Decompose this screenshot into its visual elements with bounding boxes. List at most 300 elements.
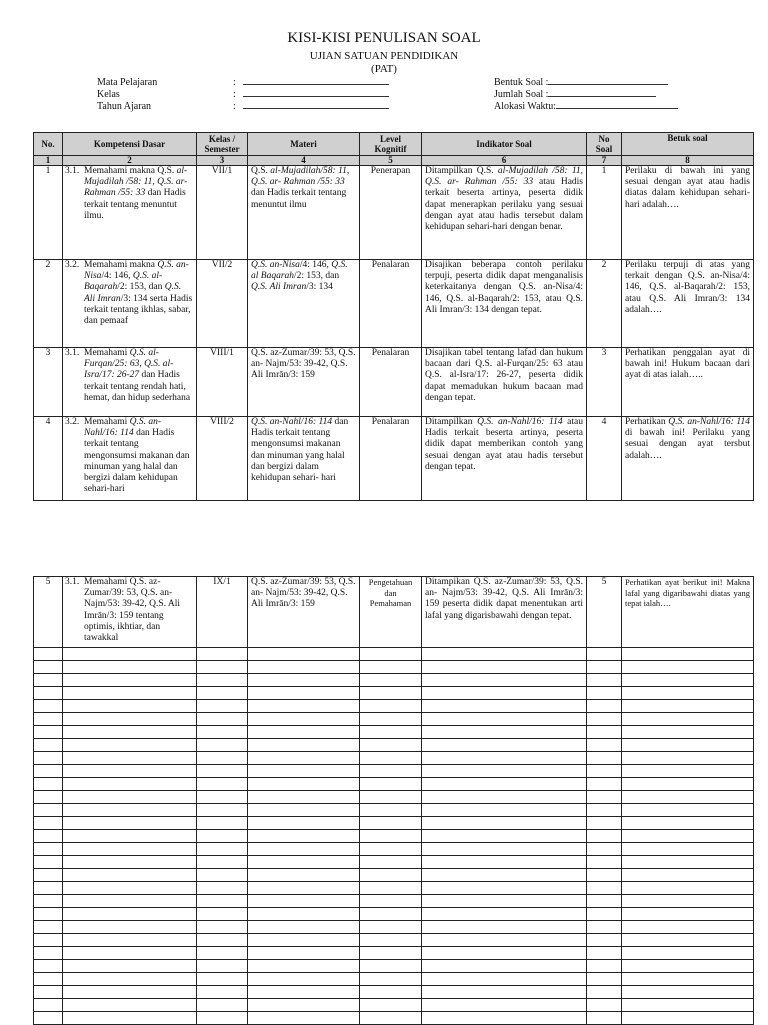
empty-cell (587, 908, 622, 921)
column-number: 1 (34, 156, 63, 166)
table-header-row (34, 133, 754, 156)
header-level-kognitif: Level Kognitif (360, 133, 422, 156)
empty-cell (248, 856, 360, 869)
empty-cell (248, 882, 360, 895)
empty-cell (34, 986, 63, 999)
empty-cell (622, 778, 754, 791)
empty-cell (248, 986, 360, 999)
empty-cell (248, 713, 360, 726)
empty-cell (248, 1012, 360, 1025)
empty-cell (422, 869, 587, 882)
empty-table-row (34, 687, 754, 700)
empty-cell (422, 895, 587, 908)
empty-cell (587, 804, 622, 817)
row-no-soal: 1 (587, 166, 622, 260)
empty-cell (360, 921, 422, 934)
meta-alokasi-waktu (494, 99, 678, 111)
row-no: 1 (34, 166, 63, 260)
empty-cell (63, 648, 197, 661)
empty-cell (622, 895, 754, 908)
kd-text: Memahami Q.S. an-Nahl/16: 114 dan Hadis terkait tentang mengonsumsi makanan dan minuman yang halal dan bergizi dalam kehidupan sehari-hari (84, 417, 190, 495)
empty-cell (422, 960, 587, 973)
empty-cell (422, 791, 587, 804)
empty-table-row (34, 869, 754, 882)
empty-cell (63, 700, 197, 713)
empty-cell (63, 908, 197, 921)
empty-cell (34, 843, 63, 856)
empty-cell (360, 765, 422, 778)
empty-cell (422, 999, 587, 1012)
empty-cell (197, 921, 248, 934)
column-number: 5 (360, 156, 422, 166)
empty-cell (587, 973, 622, 986)
meta-label: Jumlah Soal : (494, 89, 549, 100)
empty-cell (63, 934, 197, 947)
empty-cell (622, 999, 754, 1012)
empty-cell (622, 986, 754, 999)
kd-number: 3.2. (65, 260, 80, 270)
empty-cell (34, 947, 63, 960)
empty-cell (248, 960, 360, 973)
header-no-soal: No Soal (587, 133, 622, 156)
empty-cell (422, 843, 587, 856)
empty-cell (63, 1012, 197, 1025)
empty-cell (360, 778, 422, 791)
empty-cell (587, 700, 622, 713)
empty-cell (587, 778, 622, 791)
empty-cell (34, 687, 63, 700)
empty-cell (587, 986, 622, 999)
meta-tahun-ajaran (97, 99, 389, 111)
kd-number: 3.1. (65, 577, 80, 587)
empty-cell (422, 882, 587, 895)
empty-cell (422, 921, 587, 934)
empty-cell (422, 739, 587, 752)
row-kelas-semester: IX/1 (197, 577, 248, 648)
kd-text: Memahami makna Q.S. al-Mujadilah /58: 11, Q.S. ar-Rahman /55: 33 dan Hadis terkait tentang menuntut ilmu. (84, 166, 188, 221)
empty-cell (34, 791, 63, 804)
empty-cell (587, 661, 622, 674)
empty-cell (63, 986, 197, 999)
empty-cell (34, 999, 63, 1012)
empty-cell (248, 999, 360, 1012)
empty-cell (587, 726, 622, 739)
header-indikator-soal: Indikator Soal (422, 133, 587, 156)
empty-cell (360, 752, 422, 765)
header-betuk-soal: Betuk soal (622, 133, 754, 156)
empty-cell (587, 648, 622, 661)
empty-table-row (34, 791, 754, 804)
empty-cell (422, 778, 587, 791)
row-materi: Q.S. az-Zumar/39: 53, Q.S. an- Najm/53: 39-42, Q.S. Ali Imrān/3: 159 (248, 348, 360, 417)
empty-cell (360, 856, 422, 869)
empty-cell (587, 739, 622, 752)
empty-cell (34, 648, 63, 661)
header-kompetensi-dasar: Kompetensi Dasar (63, 133, 197, 156)
empty-cell (360, 804, 422, 817)
empty-cell (622, 739, 754, 752)
empty-table-row (34, 739, 754, 752)
empty-cell (197, 856, 248, 869)
empty-cell (248, 700, 360, 713)
meta-left (97, 75, 389, 111)
meta-label: Alokasi Waktu: (494, 101, 557, 112)
empty-cell (248, 661, 360, 674)
row-kelas-semester: VIII/1 (197, 348, 248, 417)
table-row (34, 348, 754, 417)
empty-cell (587, 921, 622, 934)
row-indikator-soal: Ditampikan Q.S. az-Zumar/39: 53, Q.S. an- Najm/53: 39-42, Q.S. Ali Imrān/3: 159 peserta didik dapat menentukan arti lafal yang digarisbawahi dengan tepat. (422, 577, 587, 648)
empty-cell (197, 908, 248, 921)
empty-cell (63, 843, 197, 856)
meta-blank-line (548, 87, 656, 97)
empty-cell (360, 973, 422, 986)
column-number: 3 (197, 156, 248, 166)
empty-cell (34, 778, 63, 791)
empty-cell (422, 700, 587, 713)
header-materi: Materi (248, 133, 360, 156)
empty-cell (360, 1012, 422, 1025)
empty-cell (622, 921, 754, 934)
empty-cell (360, 947, 422, 960)
table-row (34, 166, 754, 260)
empty-cell (622, 726, 754, 739)
empty-cell (587, 830, 622, 843)
empty-cell (422, 765, 587, 778)
meta-blank-line (548, 75, 668, 85)
empty-cell (622, 791, 754, 804)
empty-cell (63, 830, 197, 843)
empty-cell (587, 934, 622, 947)
empty-cell (422, 986, 587, 999)
empty-cell (63, 856, 197, 869)
row-indikator-soal: Ditampilkan Q.S. al-Mujadilah /58: 11, Q.S. ar- Rahman /55: 33 atau Hadis terkait beserta artinya, peserta didik dapat menerapkan perilaku yang sesuai dengan ayat atau hadis tersebut dalam kehidupan sehari-hari dengan benar. (422, 166, 587, 260)
meta-colon: : (233, 101, 236, 112)
empty-cell (622, 713, 754, 726)
empty-cell (197, 882, 248, 895)
empty-cell (248, 804, 360, 817)
kisi-kisi-table (33, 132, 754, 501)
row-no-soal: 3 (587, 348, 622, 417)
document-subtitle: UJIAN SATUAN PENDIDIKAN (309, 50, 459, 62)
empty-cell (248, 921, 360, 934)
empty-cell (360, 713, 422, 726)
empty-table-row (34, 856, 754, 869)
empty-cell (34, 856, 63, 869)
empty-cell (622, 934, 754, 947)
empty-cell (422, 752, 587, 765)
empty-cell (587, 895, 622, 908)
row-bentuk-soal: Perhatikan penggalan ayat di bawah ini! Hukum bacaan dari ayat di atas ialah….. (622, 348, 754, 417)
row-no-soal: 4 (587, 417, 622, 501)
empty-cell (422, 648, 587, 661)
empty-cell (360, 934, 422, 947)
empty-table-row (34, 752, 754, 765)
empty-cell (34, 765, 63, 778)
empty-cell (34, 700, 63, 713)
empty-cell (197, 895, 248, 908)
meta-kelas (97, 87, 389, 99)
empty-cell (360, 960, 422, 973)
empty-cell (360, 986, 422, 999)
empty-cell (34, 674, 63, 687)
row-indikator-soal: Disajikan beberapa contoh perilaku terpuji, peserta didik dapat menganalisis keterkaitanya dengan Q.S. an-Nisa/4: 146, Q.S. al-Baqarah/2: 153, atau Q.S. Ali Imran/3: 134 dengan tepat. (422, 260, 587, 348)
empty-cell (622, 947, 754, 960)
empty-cell (422, 830, 587, 843)
empty-cell (197, 791, 248, 804)
empty-cell (248, 817, 360, 830)
empty-cell (422, 1012, 587, 1025)
row-kelas-semester: VII/2 (197, 260, 248, 348)
row-kelas-semester: VIII/2 (197, 417, 248, 501)
empty-cell (197, 1012, 248, 1025)
empty-cell (587, 674, 622, 687)
empty-table-row (34, 882, 754, 895)
meta-blank-line (243, 99, 389, 109)
empty-cell (197, 960, 248, 973)
kd-number: 3.1. (65, 348, 80, 358)
empty-cell (63, 921, 197, 934)
meta-bentuk-soal (494, 75, 678, 87)
row-materi: Q.S. an-Nahl/16: 114 dan Hadis terkait tentang mengonsumsi makanan dan minuman yang halal dan bergizi dalam kehidupan sehari- hari (248, 417, 360, 501)
empty-cell (197, 999, 248, 1012)
table-row (34, 417, 754, 501)
meta-label: Mata Pelajaran (97, 77, 158, 88)
empty-cell (622, 869, 754, 882)
empty-cell (34, 804, 63, 817)
empty-cell (34, 882, 63, 895)
row-kompetensi-dasar (63, 417, 197, 501)
empty-cell (622, 765, 754, 778)
empty-cell (63, 791, 197, 804)
row-level-kognitif: Pengetahuan dan Pemahaman (360, 577, 422, 648)
empty-cell (587, 869, 622, 882)
column-number: 7 (587, 156, 622, 166)
empty-cell (248, 687, 360, 700)
empty-cell (622, 973, 754, 986)
row-no: 2 (34, 260, 63, 348)
empty-cell (360, 882, 422, 895)
row-no-soal: 2 (587, 260, 622, 348)
empty-cell (622, 661, 754, 674)
empty-cell (360, 908, 422, 921)
row-kompetensi-dasar (63, 348, 197, 417)
empty-cell (248, 843, 360, 856)
header-no: No. (34, 133, 63, 156)
empty-cell (422, 934, 587, 947)
meta-blank-line (556, 99, 678, 109)
empty-cell (622, 1012, 754, 1025)
empty-cell (587, 882, 622, 895)
empty-cell (197, 947, 248, 960)
empty-cell (587, 752, 622, 765)
empty-cell (197, 973, 248, 986)
empty-cell (422, 856, 587, 869)
kd-number: 3.2. (65, 417, 80, 427)
empty-cell (248, 947, 360, 960)
meta-right (494, 75, 678, 111)
empty-table-row (34, 674, 754, 687)
empty-cell (197, 817, 248, 830)
empty-cell (360, 999, 422, 1012)
empty-cell (197, 674, 248, 687)
row-materi: Q.S. al-Mujadilah/58: 11, Q.S. ar- Rahman /55: 33 dan Hadis terkait tentang menuntut ilmu (248, 166, 360, 260)
empty-cell (248, 648, 360, 661)
row-no: 3 (34, 348, 63, 417)
empty-cell (360, 648, 422, 661)
empty-cell (248, 674, 360, 687)
row-kompetensi-dasar (63, 166, 197, 260)
empty-cell (63, 674, 197, 687)
empty-table-row (34, 947, 754, 960)
row-bentuk-soal: Perhatikan Q.S. an-Nahl/16: 114 di bawah ini! Perilaku yang sesuai dengan ayat tersbut adalah…. (622, 417, 754, 501)
meta-blank-line (243, 75, 389, 85)
empty-cell (248, 869, 360, 882)
empty-table-row (34, 934, 754, 947)
empty-cell (622, 856, 754, 869)
empty-cell (63, 817, 197, 830)
empty-cell (197, 739, 248, 752)
empty-cell (248, 726, 360, 739)
row-bentuk-soal: Perilaku terpuji di atas yang terkait dengan Q.S. an-Nisa/4: 146, Q.S. al-Baqarah/2: 153, atau Q.S. Ali Imran/3: 134 adalah…. (622, 260, 754, 348)
kd-text: Memahami Q.S. az-Zumar/39: 53, Q.S. an-Najm/53: 39-42, Q.S. Ali Imrān/3: 159 tentang optimis, ikhtiar, dan tawakkal (84, 577, 181, 644)
meta-colon: : (233, 89, 236, 100)
empty-cell (248, 765, 360, 778)
empty-table-row (34, 713, 754, 726)
empty-cell (622, 752, 754, 765)
empty-cell (63, 895, 197, 908)
empty-cell (197, 830, 248, 843)
empty-cell (197, 726, 248, 739)
meta-colon: : (233, 77, 236, 88)
empty-cell (622, 960, 754, 973)
meta-label: Tahun Ajaran (97, 101, 152, 112)
empty-cell (197, 804, 248, 817)
empty-table-row (34, 908, 754, 921)
empty-table-row (34, 817, 754, 830)
empty-table-row (34, 973, 754, 986)
empty-cell (622, 882, 754, 895)
empty-cell (360, 739, 422, 752)
empty-table-row (34, 986, 754, 999)
empty-cell (622, 830, 754, 843)
empty-cell (63, 947, 197, 960)
empty-cell (63, 739, 197, 752)
empty-cell (197, 687, 248, 700)
empty-cell (34, 752, 63, 765)
empty-cell (63, 804, 197, 817)
empty-cell (587, 765, 622, 778)
empty-cell (197, 778, 248, 791)
empty-cell (622, 648, 754, 661)
empty-table-row (34, 921, 754, 934)
row-level-kognitif: Penerapan (360, 166, 422, 260)
empty-cell (248, 791, 360, 804)
row-bentuk-soal: Perilaku di bawah ini yang sesuai dengan ayat atau hadis diatas dalam kehidupan sehari-hari adalah…. (622, 166, 754, 260)
meta-jumlah-soal (494, 87, 678, 99)
empty-cell (360, 687, 422, 700)
empty-cell (63, 869, 197, 882)
empty-cell (587, 817, 622, 830)
empty-table-row (34, 843, 754, 856)
empty-cell (248, 973, 360, 986)
empty-cell (34, 1012, 63, 1025)
empty-cell (360, 830, 422, 843)
empty-table-row (34, 1012, 754, 1025)
empty-cell (63, 661, 197, 674)
empty-table-row (34, 726, 754, 739)
row-materi: Q.S. az-Zumar/39: 53, Q.S. an- Najm/53: 39-42, Q.S. Ali Imrān/3: 159 (248, 577, 360, 648)
empty-cell (422, 687, 587, 700)
empty-cell (622, 700, 754, 713)
empty-cell (63, 752, 197, 765)
empty-cell (63, 778, 197, 791)
empty-cell (587, 687, 622, 700)
empty-cell (360, 895, 422, 908)
empty-cell (587, 999, 622, 1012)
empty-cell (248, 908, 360, 921)
empty-table-row (34, 804, 754, 817)
empty-table-row (34, 960, 754, 973)
document-title: KISI-KISI PENULISAN SOAL (287, 30, 481, 46)
empty-cell (622, 687, 754, 700)
empty-cell (63, 973, 197, 986)
empty-cell (622, 804, 754, 817)
empty-cell (34, 661, 63, 674)
kd-text: Memahami Q.S. al-Furqan/25: 63, Q.S. al-Isra/17: 26-27 dan Hadis terkait tentang rendah hati, hemat, dan hidup sederhana (84, 348, 191, 403)
empty-cell (63, 726, 197, 739)
empty-cell (197, 986, 248, 999)
empty-cell (422, 804, 587, 817)
empty-cell (197, 648, 248, 661)
empty-cell (360, 661, 422, 674)
empty-cell (360, 700, 422, 713)
empty-cell (422, 661, 587, 674)
empty-cell (34, 869, 63, 882)
empty-cell (63, 765, 197, 778)
empty-cell (422, 908, 587, 921)
empty-table-row (34, 648, 754, 661)
column-number: 6 (422, 156, 587, 166)
kd-number: 3.1. (65, 166, 80, 176)
row-kompetensi-dasar (63, 260, 197, 348)
empty-cell (63, 713, 197, 726)
empty-cell (587, 791, 622, 804)
empty-cell (34, 934, 63, 947)
meta-label: Bentuk Soal : (494, 77, 549, 88)
row-bentuk-soal: Perhatikan ayat berikut ini! Makna lafal yang digaribawahi diatas yang tepat ialah…. (622, 577, 754, 648)
empty-cell (422, 713, 587, 726)
empty-cell (63, 960, 197, 973)
table-row (34, 577, 754, 648)
empty-cell (587, 1012, 622, 1025)
empty-table-row (34, 830, 754, 843)
empty-cell (34, 739, 63, 752)
row-kelas-semester: VII/1 (197, 166, 248, 260)
empty-cell (34, 960, 63, 973)
empty-cell (360, 869, 422, 882)
empty-cell (622, 817, 754, 830)
empty-cell (34, 726, 63, 739)
empty-cell (587, 960, 622, 973)
empty-cell (622, 843, 754, 856)
empty-cell (248, 895, 360, 908)
empty-cell (587, 947, 622, 960)
empty-cell (622, 674, 754, 687)
empty-table-row (34, 895, 754, 908)
empty-cell (34, 830, 63, 843)
empty-cell (197, 934, 248, 947)
